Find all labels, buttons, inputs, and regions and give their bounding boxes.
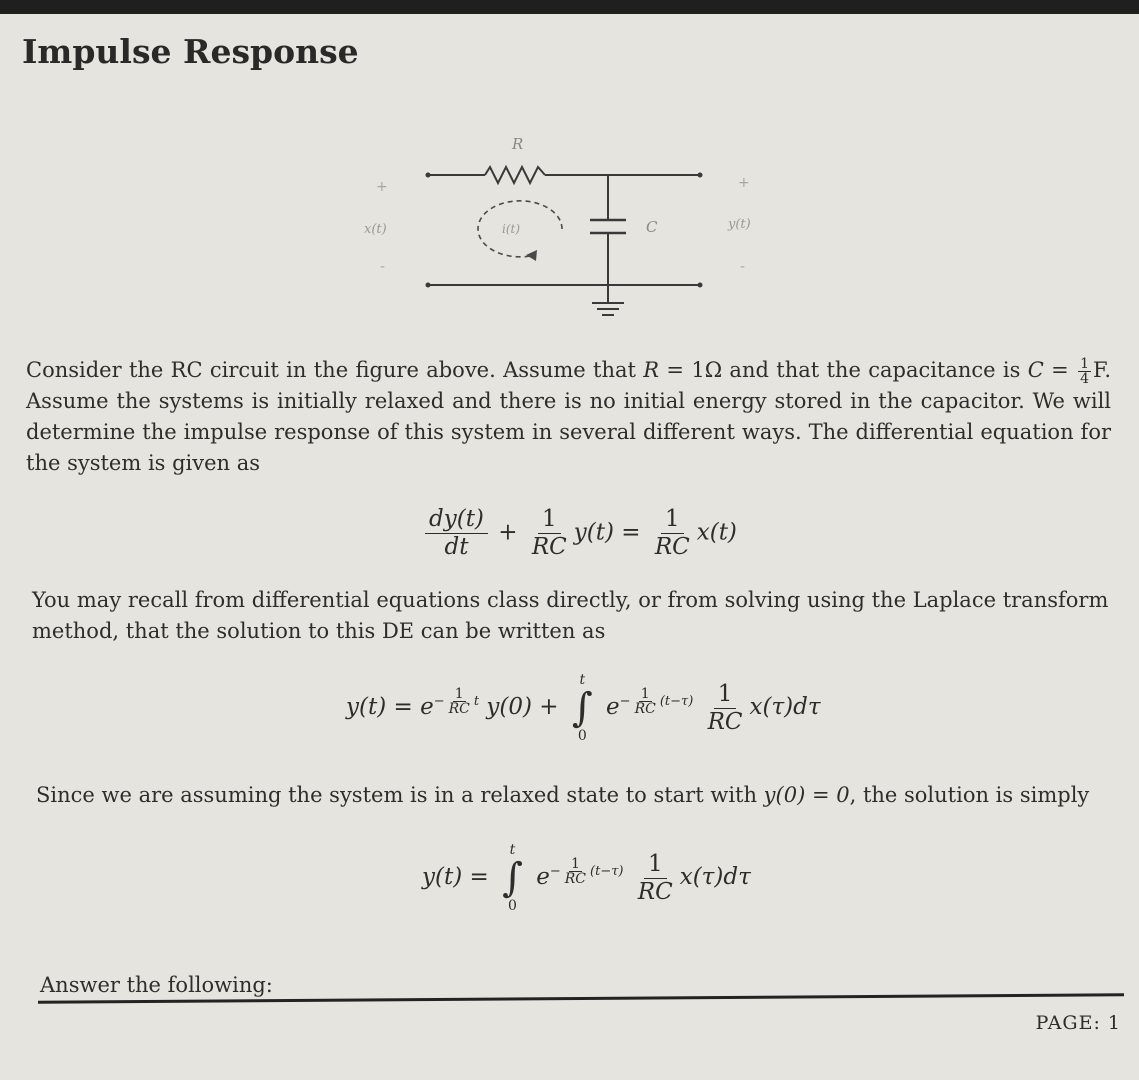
terminal-out-top [698,173,703,178]
paragraph-intro: Consider the RC circuit in the figure above. Assume that R = 1Ω and that the capacitance is C = $\frac{1}{4}$ F. Assume the systems is initially relaxed and there is no initial energy stored in the capacitor. We will determine the impulse response of this system in several different ways. The differential equation for the system is given as [26,356,1111,475]
resistor-symbol [485,167,545,183]
input-minus-sign: - [380,259,386,275]
capacitance-fraction: $\frac{1}{4}$ [1080,356,1090,387]
input-label: x(t) [364,222,387,237]
capacitor-label: C [646,218,658,236]
output-plus-sign: + [738,175,750,191]
page-number: PAGE: 1 [1035,1012,1121,1034]
paragraph-relaxed-state: Since we are assuming the system is in a relaxed state to start with y(0) = 0, the solution is simply [36,783,1090,807]
current-arrow-icon [526,250,537,261]
general-solution-equation: $y(t) = e^{- \frac{1}{RC} t}$ y(0) + t ∫ 0 $e^{- \frac{1}{RC} (t-\tau)}$ $\frac{1}{RC}$ x(τ)dτ [346,672,821,744]
paragraph-solution-intro: You may recall from differential equations class directly, or from solving using the Laplace transform method, that the solution to this DE can be written as [32,588,1109,643]
resistor-label: R [512,135,524,153]
paragraph-answer-following: Answer the following: [40,973,273,997]
integral-sign: t ∫ 0 [571,672,593,744]
terminal-in-top [426,173,431,178]
rc-circuit-diagram [340,125,780,325]
integral-sign: t ∫ 0 [502,842,523,914]
current-label: i(t) [502,222,521,236]
impulse-solution-equation: y(t) = t ∫ 0 $e^{- \frac{1}{RC} (t-\tau)}$ $\frac{1}{RC}$ x(τ)dτ [422,842,751,914]
page-title: Impulse Response [22,32,359,71]
derivative-fraction: $\frac{dy(t)}{dt}$ [425,506,488,561]
terminal-in-bottom [426,283,431,288]
input-plus-sign: + [376,179,388,195]
output-label: y(t) [728,217,751,232]
differential-equation: $\frac{dy(t)}{dt}$ + $\frac{1}{RC}$ y(t) = $\frac{1}{RC}$ x(t) [422,506,737,561]
output-minus-sign: - [740,259,746,275]
top-edge [0,0,1139,14]
terminal-out-bottom [698,283,703,288]
